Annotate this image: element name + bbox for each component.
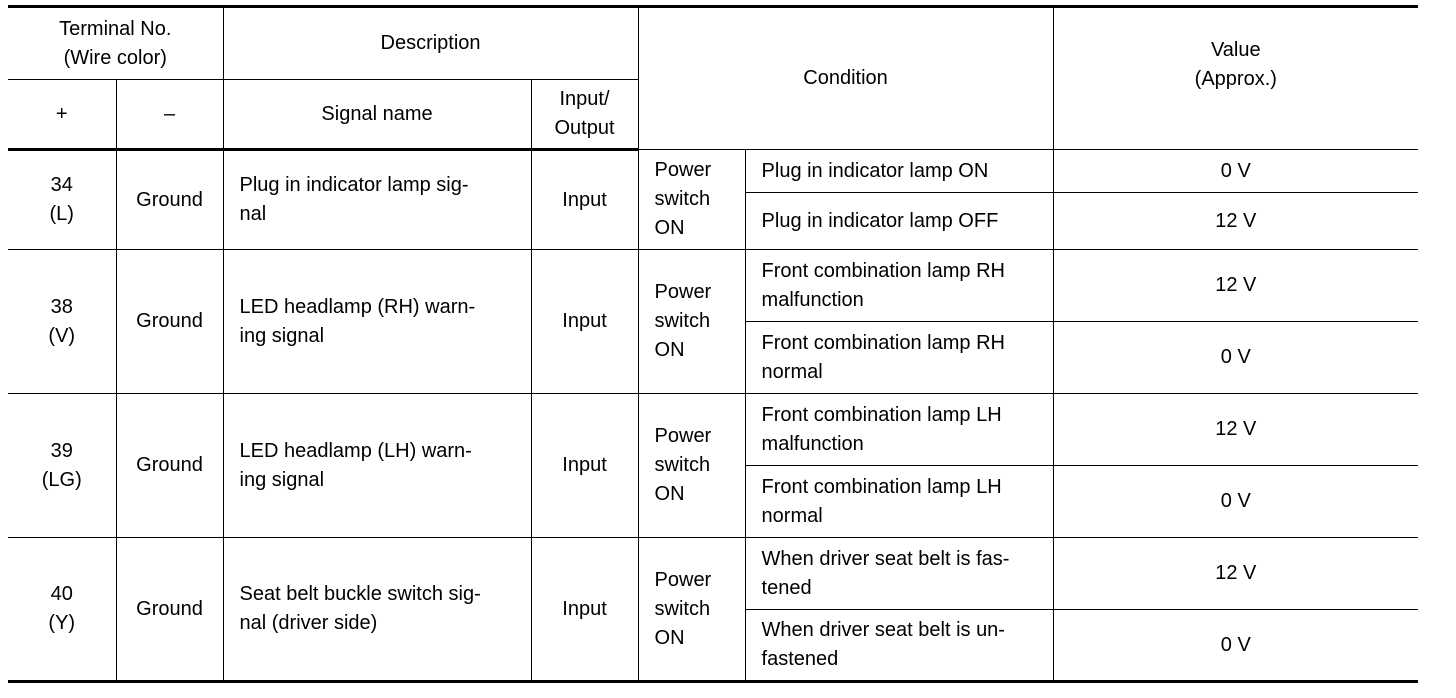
power-switch-cell: Power switch ON: [638, 538, 745, 682]
value-cell: 0 V: [1053, 322, 1418, 394]
condition-cell: When driver seat belt is un- fastened: [745, 610, 1053, 682]
input-output-header: Input/ Output: [531, 80, 638, 150]
terminal-cell: 38 (V): [8, 250, 116, 394]
table-row: [8, 394, 1418, 466]
value-cell: 0 V: [1053, 466, 1418, 538]
description-header: Description: [223, 7, 638, 80]
ground-cell: Ground: [116, 538, 223, 682]
io-cell: Input: [531, 394, 638, 538]
io-cell: Input: [531, 538, 638, 682]
value-header: Value (Approx.): [1053, 7, 1418, 150]
condition-cell: Front combination lamp LH malfunction: [745, 394, 1053, 466]
ground-cell: Ground: [116, 394, 223, 538]
io-cell: Input: [531, 150, 638, 250]
condition-cell: When driver seat belt is fas- tened: [745, 538, 1053, 610]
power-switch-cell: Power switch ON: [638, 250, 745, 394]
value-cell: 12 V: [1053, 538, 1418, 610]
signal-name-cell: LED headlamp (RH) warn- ing signal: [223, 250, 531, 394]
signal-name-header: Signal name: [223, 80, 531, 150]
plus-header: +: [8, 80, 116, 150]
terminal-cell: 40 (Y): [8, 538, 116, 682]
condition-cell: Plug in indicator lamp OFF: [745, 193, 1053, 250]
power-switch-cell: Power switch ON: [638, 394, 745, 538]
value-cell: 12 V: [1053, 250, 1418, 322]
table-row: [8, 538, 1418, 610]
terminal-no-header: Terminal No. (Wire color): [8, 7, 223, 80]
terminal-cell: 34 (L): [8, 150, 116, 250]
ground-cell: Ground: [116, 150, 223, 250]
terminal-cell: 39 (LG): [8, 394, 116, 538]
table-row: [8, 150, 1418, 193]
condition-cell: Front combination lamp RH malfunction: [745, 250, 1053, 322]
value-cell: 12 V: [1053, 394, 1418, 466]
value-cell: 12 V: [1053, 193, 1418, 250]
value-cell: 0 V: [1053, 610, 1418, 682]
header-row-1: [8, 7, 1418, 80]
condition-header: Condition: [638, 7, 1053, 150]
signal-name-cell: Plug in indicator lamp sig- nal: [223, 150, 531, 250]
ground-cell: Ground: [116, 250, 223, 394]
minus-header: –: [116, 80, 223, 150]
value-cell: 0 V: [1053, 150, 1418, 193]
condition-cell: Front combination lamp LH normal: [745, 466, 1053, 538]
signal-name-cell: Seat belt buckle switch sig- nal (driver side): [223, 538, 531, 682]
condition-cell: Plug in indicator lamp ON: [745, 150, 1053, 193]
signal-name-cell: LED headlamp (LH) warn- ing signal: [223, 394, 531, 538]
table-row: [8, 250, 1418, 322]
power-switch-cell: Power switch ON: [638, 150, 745, 250]
io-cell: Input: [531, 250, 638, 394]
terminal-table: [8, 5, 1418, 683]
condition-cell: Front combination lamp RH normal: [745, 322, 1053, 394]
